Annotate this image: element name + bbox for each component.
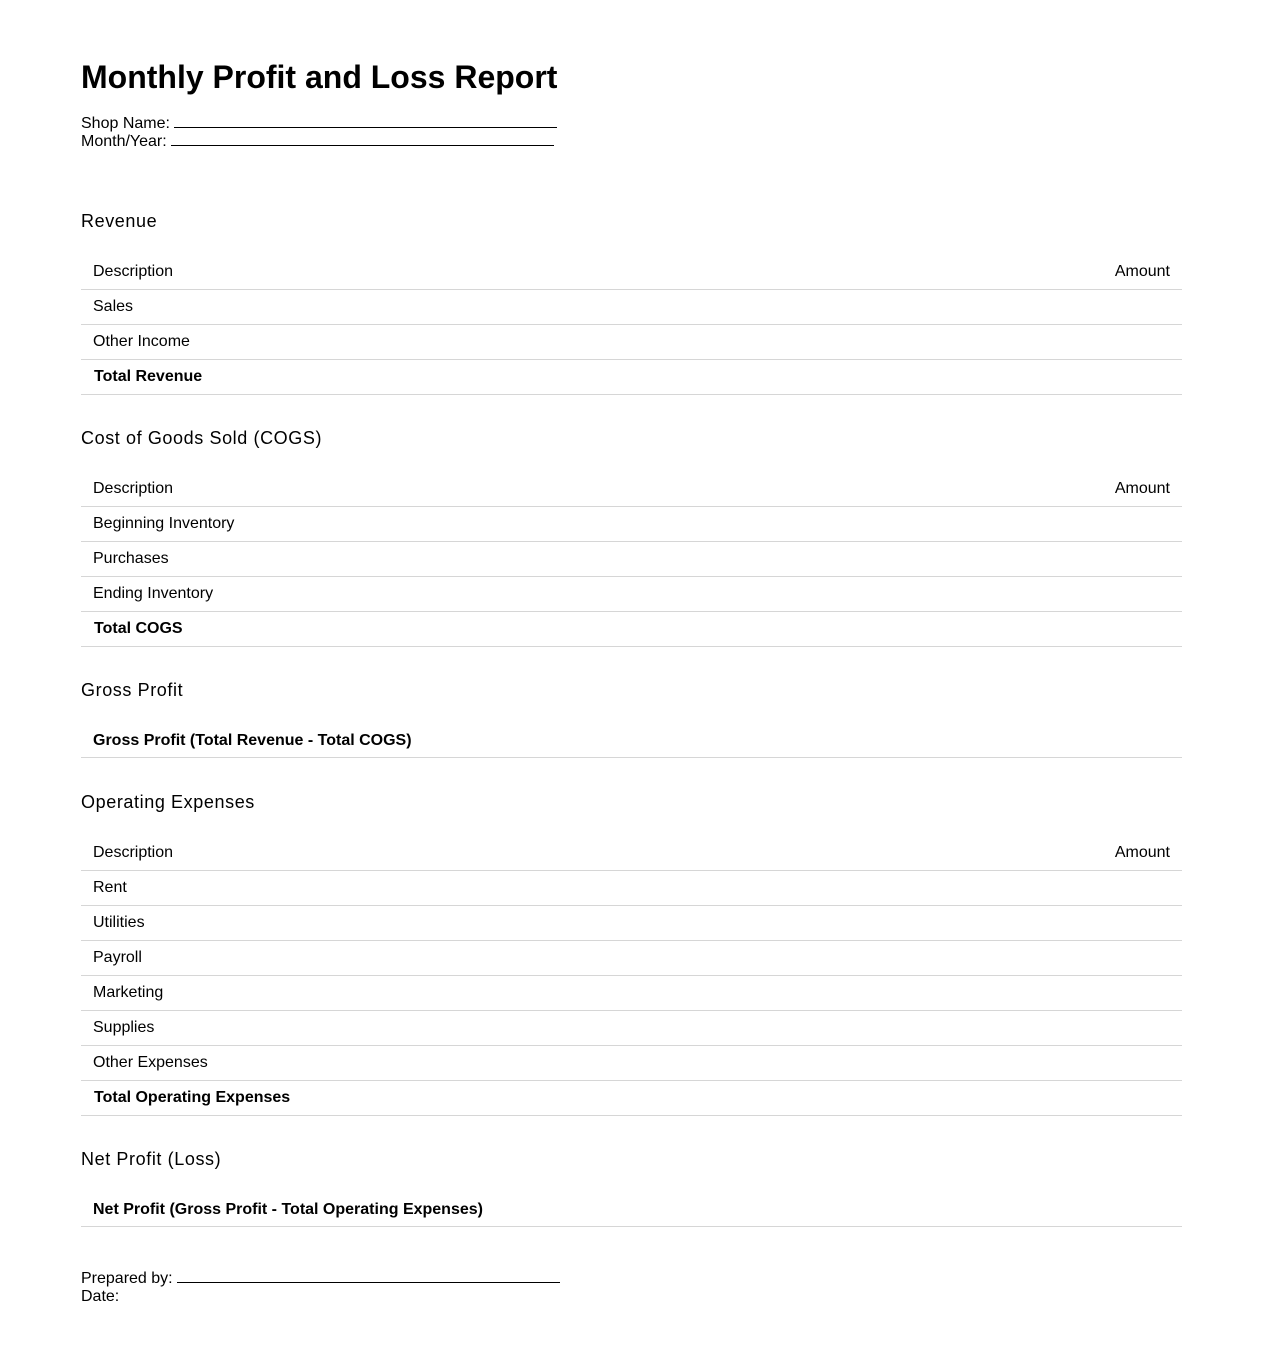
total-row <box>81 360 1182 395</box>
total-amount-cell[interactable] <box>1038 612 1182 647</box>
revenue-heading: Revenue <box>81 211 158 231</box>
total-amount-cell[interactable] <box>1038 360 1182 395</box>
total-label: Total COGS <box>81 612 1038 647</box>
row-label: Sales <box>81 290 1038 325</box>
total-amount-cell[interactable] <box>1038 1081 1182 1116</box>
description-header: Description <box>81 255 1038 290</box>
prepared-by-label: Prepared by: <box>81 1270 173 1287</box>
table-row <box>81 906 1182 941</box>
row-label: Other Expenses <box>81 1046 1038 1081</box>
amount-cell[interactable] <box>1038 976 1182 1011</box>
cogs-table <box>81 472 1182 647</box>
row-label: Marketing <box>81 976 1038 1011</box>
amount-cell[interactable] <box>1038 325 1182 360</box>
row-label: Ending Inventory <box>81 577 1038 612</box>
table-row <box>81 976 1182 1011</box>
operating-expenses-heading: Operating Expenses <box>81 792 255 812</box>
month-year-blank[interactable] <box>171 131 554 146</box>
description-header: Description <box>81 472 1038 507</box>
amount-header: Amount <box>1038 836 1182 871</box>
table-header-row <box>81 472 1182 507</box>
total-label: Total Operating Expenses <box>81 1081 1038 1116</box>
prepared-by-field <box>81 1268 681 1288</box>
cogs-heading: Cost of Goods Sold (COGS) <box>81 428 323 448</box>
row-label: Purchases <box>81 542 1038 577</box>
report-title: Monthly Profit and Loss Report <box>81 59 558 95</box>
amount-cell[interactable] <box>1038 1046 1182 1081</box>
shop-name-field <box>81 113 557 133</box>
amount-cell[interactable] <box>1038 290 1182 325</box>
operating-expenses-table <box>81 836 1182 1116</box>
table-row <box>81 1011 1182 1046</box>
total-row <box>81 612 1182 647</box>
row-label: Other Income <box>81 325 1038 360</box>
table-row <box>81 290 1182 325</box>
shop-name-label: Shop Name: <box>81 115 170 132</box>
table-row <box>81 871 1182 906</box>
table-row <box>81 325 1182 360</box>
row-label: Rent <box>81 871 1038 906</box>
amount-cell[interactable] <box>1038 871 1182 906</box>
amount-cell[interactable] <box>1038 577 1182 612</box>
row-label: Supplies <box>81 1011 1038 1046</box>
amount-cell[interactable] <box>1038 507 1182 542</box>
table-header-row <box>81 255 1182 290</box>
row-label: Utilities <box>81 906 1038 941</box>
table-row <box>81 1046 1182 1081</box>
amount-cell[interactable] <box>1038 1011 1182 1046</box>
net-profit-heading: Net Profit (Loss) <box>81 1149 222 1169</box>
description-header: Description <box>81 836 1038 871</box>
table-row <box>81 941 1182 976</box>
row-label: Payroll <box>81 941 1038 976</box>
amount-header: Amount <box>1038 255 1182 290</box>
month-year-label: Month/Year: <box>81 133 167 150</box>
month-year-field <box>81 131 554 151</box>
table-row <box>81 542 1182 577</box>
amount-cell[interactable] <box>1038 941 1182 976</box>
row-label: Beginning Inventory <box>81 507 1038 542</box>
signature-block <box>81 1268 681 1301</box>
table-row <box>81 507 1182 542</box>
shop-name-blank[interactable] <box>174 113 557 128</box>
date-field <box>81 1288 681 1301</box>
net-profit-row: Net Profit (Gross Profit - Total Operating Expenses) <box>81 1193 1182 1227</box>
date-label: Date: <box>81 1288 120 1301</box>
gross-profit-heading: Gross Profit <box>81 680 184 700</box>
revenue-table <box>81 255 1182 395</box>
amount-cell[interactable] <box>1038 906 1182 941</box>
total-label: Total Revenue <box>81 360 1038 395</box>
table-header-row <box>81 836 1182 871</box>
table-row <box>81 577 1182 612</box>
gross-profit-row: Gross Profit (Total Revenue - Total COGS) <box>81 724 1182 758</box>
total-row <box>81 1081 1182 1116</box>
prepared-by-blank[interactable] <box>177 1268 560 1283</box>
amount-cell[interactable] <box>1038 542 1182 577</box>
amount-header: Amount <box>1038 472 1182 507</box>
